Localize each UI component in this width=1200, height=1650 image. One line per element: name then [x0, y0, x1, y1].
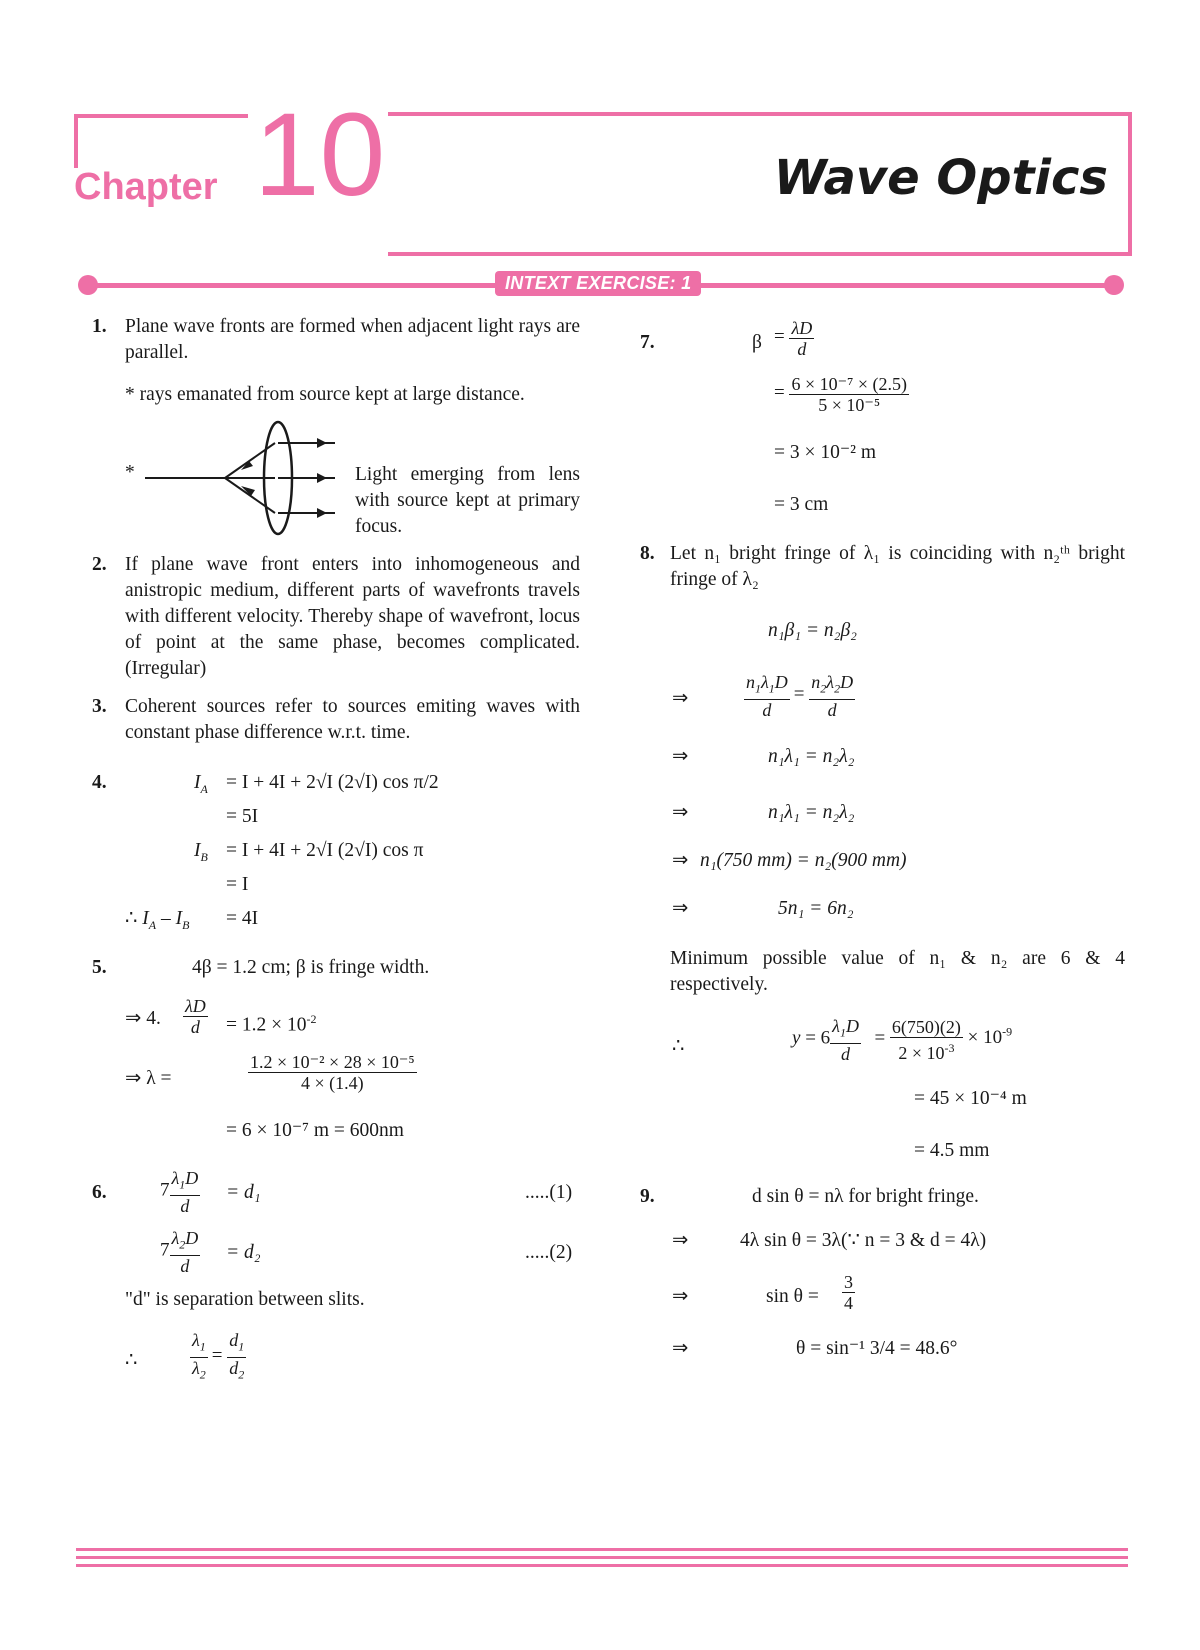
q5-frac1: $\frac{\lambda D}{d}$	[185, 996, 206, 1037]
q8-therefore: ∴	[672, 1036, 685, 1057]
q9-implies3: ⇒	[672, 1338, 689, 1359]
q4-line4: = I	[226, 874, 249, 895]
q7-line2: = $\frac{\text{6 × 10⁻⁷ × (2.5)}}{\text{5 × 10⁻⁵}}$	[774, 374, 908, 415]
q6-r2: = d₂	[226, 1242, 261, 1263]
q4-ib-label: $I_B$	[194, 840, 208, 864]
q8-eq4: n₁λ₁ = n₂λ₂	[768, 802, 855, 823]
q6-note: "d" is separation between slits.	[125, 1289, 365, 1310]
q9-line2: 4λ sin θ = 3λ(∵ n = 3 & d = 4λ)	[740, 1230, 987, 1251]
q2-number: 2.	[92, 554, 107, 575]
q4-therefore: ∴ $I_A - I_B$	[125, 908, 190, 932]
q8-y-res1: = 45 × 10⁻⁴ m	[914, 1088, 1027, 1109]
q4-line2: = 5I	[226, 806, 259, 827]
footer-line-1	[76, 1548, 1128, 1551]
q9-line3-lhs: sin θ =	[766, 1286, 819, 1307]
q8-implies1: ⇒	[672, 688, 689, 709]
q9-number: 9.	[640, 1186, 655, 1207]
q8-y-eq: y = 6 $\frac{\lambda_1D}{d}$ = $\frac{6(750)(2)}{2 \times 10^{-3}}$ × $10^{-9}$	[792, 1016, 1013, 1064]
q7-number: 7.	[640, 332, 655, 353]
q8-implies2: ⇒	[672, 746, 689, 767]
q6-frac2: 7 $\frac{\lambda_2D}{d}$	[160, 1228, 199, 1276]
q9-frac: $\frac{3}{4}$	[844, 1272, 853, 1313]
q1-text: Plane wave fronts are formed when adjacent light rays are parallel.	[125, 316, 580, 363]
q7-line1: = $\frac{\lambda D}{d}$	[774, 318, 813, 359]
q9-implies1: ⇒	[672, 1230, 689, 1251]
q3-number: 3.	[92, 696, 107, 717]
q7-line4: = 3 cm	[774, 494, 829, 515]
q1-bullet: * rays emanated from source kept at large distance.	[125, 384, 525, 405]
q8-implies4: ⇒	[672, 850, 689, 871]
q5-number: 5.	[92, 957, 107, 978]
q6-r1: = d₁	[226, 1182, 261, 1203]
q6-frac1: 7 $\frac{\lambda_1D}{d}$	[160, 1168, 199, 1216]
q3-text: Coherent sources refer to sources emiting waves with constant phase difference w.r.t. time.	[125, 696, 580, 743]
q6-tag1: .....(1)	[525, 1182, 573, 1203]
q6-tag2: .....(2)	[525, 1242, 573, 1263]
q4-ia-label: $I_A$	[194, 772, 208, 796]
q8-number: 8.	[640, 543, 655, 564]
q9-line4: θ = sin⁻¹ 3/4 = 48.6°	[796, 1338, 958, 1359]
q8-implies5: ⇒	[672, 898, 689, 919]
rule-dot-left	[78, 275, 98, 295]
q6-number: 6.	[92, 1182, 107, 1203]
lens-ray-diagram	[145, 418, 345, 538]
q7-line3: = 3 × 10⁻² m	[774, 442, 877, 463]
q4-line5: = 4I	[226, 908, 259, 929]
q7-beta: β	[752, 332, 762, 353]
q9-line1: d sin θ = nλ for bright fringe.	[752, 1186, 979, 1207]
q8-intro: Let n₁ bright fringe of λ₁ is coinciding with n₂ᵗʰ bright fringe of λ₂	[670, 543, 1125, 590]
q4-number: 4.	[92, 772, 107, 793]
q5-line2: = $1.2 \times 10^{-2}$	[226, 1012, 317, 1036]
q8-implies3: ⇒	[672, 802, 689, 823]
q4-line3: = I + 4I + 2√I (2√I) cos π	[226, 840, 424, 861]
q1-number: 1.	[92, 316, 107, 337]
chapter-number: 10	[254, 89, 386, 221]
footer-line-3	[76, 1564, 1128, 1567]
q1-star: *	[125, 462, 135, 483]
q8-eq2: $\frac{n_1\lambda_1D}{d}$ = $\frac{n_2\lambda_2D}{d}$	[746, 672, 854, 720]
header-frame-left	[74, 114, 248, 168]
rule-dot-right	[1104, 275, 1124, 295]
q8-eq3: n₁λ₁ = n₂λ₂	[768, 746, 855, 767]
q8-y-res2: = 4.5 mm	[914, 1140, 990, 1161]
q8-min: Minimum possible value of n₁ & n₂ are 6 & 4 respectively.	[670, 948, 1125, 995]
q5-line3-lhs: ⇒ λ =	[125, 1068, 172, 1089]
q6-ratio: $\frac{\lambda_1}{\lambda_2}$ = $\frac{d_1}{d_2}$	[192, 1330, 245, 1382]
q5-line1: 4β = 1.2 cm; β is fringe width.	[192, 957, 430, 978]
q5-line2-lhs: ⇒ 4.	[125, 1008, 161, 1029]
exercise-badge: INTEXT EXERCISE: 1	[495, 271, 701, 296]
q2-text: If plane wave front enters into inhomogeneous and anistropic medium, different parts of wavefronts travels with different velocity. Thereby shape of wavefront, locus of point at the same phase, becomes complicated. (Irregular)	[125, 554, 580, 679]
chapter-title: Wave Optics	[773, 150, 1108, 206]
q8-eq5: n₁(750 mm) = n₂(900 mm)	[700, 850, 907, 871]
q5-line4: = 6 × 10⁻⁷ m = 600nm	[226, 1120, 404, 1141]
q5-frac2: $\frac{\text{1.2 × 10⁻² × 28 × 10⁻⁵}}{4 \times (1.4)}$	[250, 1052, 415, 1093]
q8-eq1: n₁β₁ = n₂β₂	[768, 620, 857, 641]
footer-line-2	[76, 1556, 1128, 1559]
q9-implies2: ⇒	[672, 1286, 689, 1307]
q1-caption: Light emerging from lens with source kept at primary focus.	[355, 464, 580, 537]
q4-line1: = I + 4I + 2√I (2√I) cos π/2	[226, 772, 439, 793]
chapter-label: Chapter	[74, 166, 218, 208]
q8-eq6: 5n₁ = 6n₂	[778, 898, 854, 919]
q6-therefore: ∴	[125, 1350, 138, 1371]
